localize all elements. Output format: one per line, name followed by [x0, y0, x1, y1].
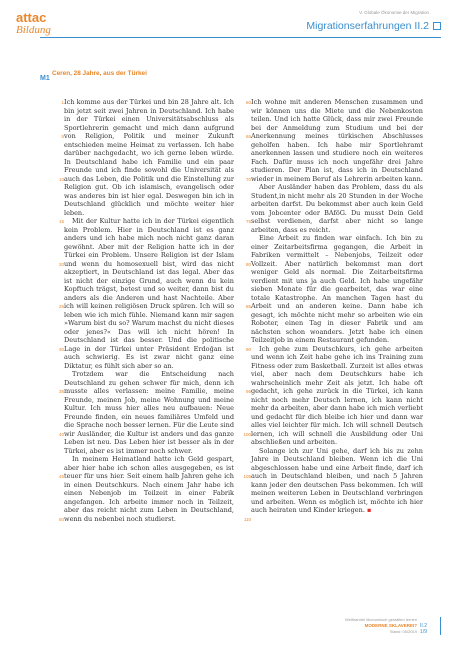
line-number: 10	[58, 176, 64, 182]
header-subtitle: V. Globale Ökonomie der Migration	[359, 10, 429, 15]
paragraph: Ich komme aus der Türkei und bin 28 Jahre alt. Ich bin jetzt seit zwei Jahren in Deutschland. Ich habe in der Türkei einen Universitätsabschluss als Sportlehrerin gemacht und mich dann aufgrund von Religion, Politik und meiner Zukunft entschieden meine Heimat zu verlassen. Ich habe darüber nachgedacht, wo ich gerne leben würde. In Deutschland habe ich Familie und ein paar Freunde und ich finde sowohl die Universität als auch das Leben, die Politik und die Einstellung zur Religion gut. Ob ich islamisch, evangelisch oder was anderes bin ist hier egal. Deswegen bin ich in Deutschland glücklich und möchte weiter hier leben.	[64, 98, 234, 217]
paragraph: Aber Ausländer haben das Problem, dass du als Student,in nicht mehr als 20 Stunden in der Woche arbeiten darfst. Du bekommst aber auch kein Geld vom Jobcenter oder BAföG. Du musst Dein Geld selbst verdienen, darfst aber nicht so lange arbeiten, dass es reicht.	[251, 183, 423, 234]
line-number: 65	[245, 134, 251, 139]
page-count: 1/9	[420, 629, 427, 635]
paragraph: Eine Arbeit zu finden war einfach. Ich bin zu einer Zeitarbeitsfirma gegangen, die Arbeit in Fabriken vermittelt – Nebenjobs, Teilzeit oder Vollzeit. Aber natürlich bekommst man dort weniger Geld als normal. Die Zeitarbeitsfirma verdient mit uns ja auch Geld. Ich habe ungefähr sieben Monate für die gearbeitet, das war eine totale Katastrophe. An manchen Tagen hast du Arbeit und an anderen keine. Dann habe ich gesagt, ich möchte nicht mehr so arbeiten wie ein Roboter, einen Tag in dieser Fabrik und am nächsten schon woanders. Jetzt habe ich einen Teilzeitjob in einem Restaurant gefunden.	[251, 234, 423, 344]
line-number: 45	[58, 474, 64, 479]
line-number: 85	[245, 304, 251, 309]
line-number: 100	[243, 431, 251, 437]
footer-series: Welthandel ökonomisch gestalten lernen	[345, 617, 417, 622]
paragraph	[251, 447, 423, 515]
paragraph: Ich gehe zum Deutschkurs, ich gehe arbeiten und wenn ich Zeit habe gehe ich ins Training zum Fitness oder zum Basketball. Zurzeit ist alles etwas viel, aber nach dem Deutschkurs habe ich wahrscheinlich mehr Zeit als jetzt. Ich habe oft gedacht, ich gehe zurück in die Türkei, ich kann nicht noch mehr Deutsch lernen, ich kann nicht mehr da arbeiten, aber dann habe ich mich verliebt und gedacht für dich bleibe ich hier und dann war alles viel leichter für mich. Ich will schnell Deutsch lernen, ich will schnell die Ausbildung oder Uni abschließen und arbeiten.	[251, 344, 423, 446]
page-section: II.2	[420, 623, 427, 629]
line-number: 105	[243, 474, 251, 479]
footer	[345, 617, 417, 635]
paragraph: In meinem Heimatland hatte ich Geld gespart, aber hier habe ich schon alles ausgegeben, es ist teuer für uns hier. Seit einem halb Jahren gehe ich in einen Deutschkurs. Nach einem Jahr habe ich einen Nebenjob im Teilzeit in einer Fabrik angefangen. Ich arbeite immer noch in Teilzeit, aber das reicht nicht zum Leben in Deutschland, wenn du nebenbei noch studierst.	[64, 455, 234, 523]
paragraph-text: Solange ich zur Uni gehe, darf ich bis zu zehn Jahre in Deutschland bleiben. Wenn ich die Uni abgeschlossen habe und eine Arbeit finde, darf ich auch in Deutschland bleiben, und nach 5 Jahren kann jeder den deutschen Pass bekommen. Ich will meinen weiteren Leben in Deutschland verbringen und arbeiten. Wenn es möglich ist, möchte ich hier auch heiraten und Kinder kriegen.	[251, 446, 423, 514]
section-title: Ceren, 28 Jahre, aus der Türkei	[52, 70, 147, 77]
line-number: 50	[58, 516, 64, 522]
header-divider	[40, 37, 441, 38]
logo-line1: attac	[16, 10, 47, 25]
end-mark-icon: ▪	[366, 506, 372, 514]
footer-date: Stand: 05/2019	[389, 629, 417, 634]
line-number: 110	[243, 516, 251, 522]
footer-topic: MODERNE SKLAVEREI?	[364, 623, 417, 628]
logo-line2: Bildung	[16, 24, 51, 36]
header-title: Migrationserfahrungen II.2	[306, 20, 429, 32]
line-number: 5	[61, 134, 64, 139]
section-marker: M1	[40, 75, 50, 82]
line-number: 95	[245, 389, 251, 394]
line-number: 30	[58, 346, 64, 352]
line-number: 75	[245, 219, 251, 224]
paragraph: Trotzdem war die Entscheidung nach Deutschland zu gehen schwer für mich, denn ich musste alles verlassen: meine Familie, meine Freunde, meinen Job, meine Wohnung und meine Kultur. Ich muss hier alles neu aufbauen: Neue Freunde finden, ein neues familiäres Umfeld und die Sprache noch besser lernen. Für die Leute sind wir Ausländer, die Kultur ist anders und das ganze Leben ist neu. Das Leben hier ist besser als in der Türkei, aber es ist immer noch schwer.	[64, 370, 234, 455]
line-number: 60	[245, 100, 251, 105]
line-number: 35	[58, 389, 64, 394]
line-number: 1	[61, 100, 64, 105]
line-number: 15	[58, 219, 64, 224]
line-number: 70	[245, 176, 251, 182]
line-number: 90	[245, 346, 251, 352]
paragraph: Mit der Kultur hatte ich in der Türkei eigentlich kein Problem. Hier in Deutschland ist es ganz anders und ich habe mich noch nicht ganz daran gewöhnt. Aber mit der Religion hatte ich in der Türkei ein Problem. Unsere Religion ist der Islam und wenn du homosexuell bist, wird das nicht akzeptiert, in Deutschland ist das legal. Aber das ist nicht der einzige Grund, auch wenn du kein Kopftuch trägst, betest und so weiter, dann bist du anders als die Anderen und hast Nachteile. Aber ich will keinen religiösen Druck spüren. Ich will so leben wie ich mich fühle. Niemand kann mir sagen »Warum bist du so? Warum machst du nicht dieses oder jenes?« Das will ich nicht hören! In Deutschland ist das besser. Und die politische Lage in der Türkei unter Präsident Erdoğan ist auch schwierig. Es ist zwar nicht ganz eine Diktatur, es fühlt sich aber so an.	[64, 217, 234, 370]
paragraph: Ich wohne mit anderen Menschen zusammen und wir können uns die Miete und die Nebenkosten teilen. Und ich hatte Glück, dass mir zwei Freunde bei der Anmeldung zum Studium und bei der Anerkennung meines türkischen Abschlusses geholfen haben. Ich habe mir Sportlehramt anerkennen lassen und studiere noch ein weiteres Fach. Dafür muss ich noch ungefähr drei Jahre studieren. Der Plan ist, dass ich in Deutschland wieder in meinem Beruf als Lehrerin arbeiten kann.	[251, 98, 423, 183]
line-number: 40	[58, 431, 64, 437]
line-number: 25	[58, 304, 64, 309]
line-number: 80	[245, 261, 251, 267]
square-icon	[433, 22, 441, 30]
footer-divider	[440, 617, 441, 635]
page-number	[420, 623, 427, 635]
attac-bildung-logo	[16, 11, 51, 36]
line-number: 20	[58, 261, 64, 267]
article-column-1	[64, 98, 234, 523]
article-column-2	[251, 98, 423, 515]
